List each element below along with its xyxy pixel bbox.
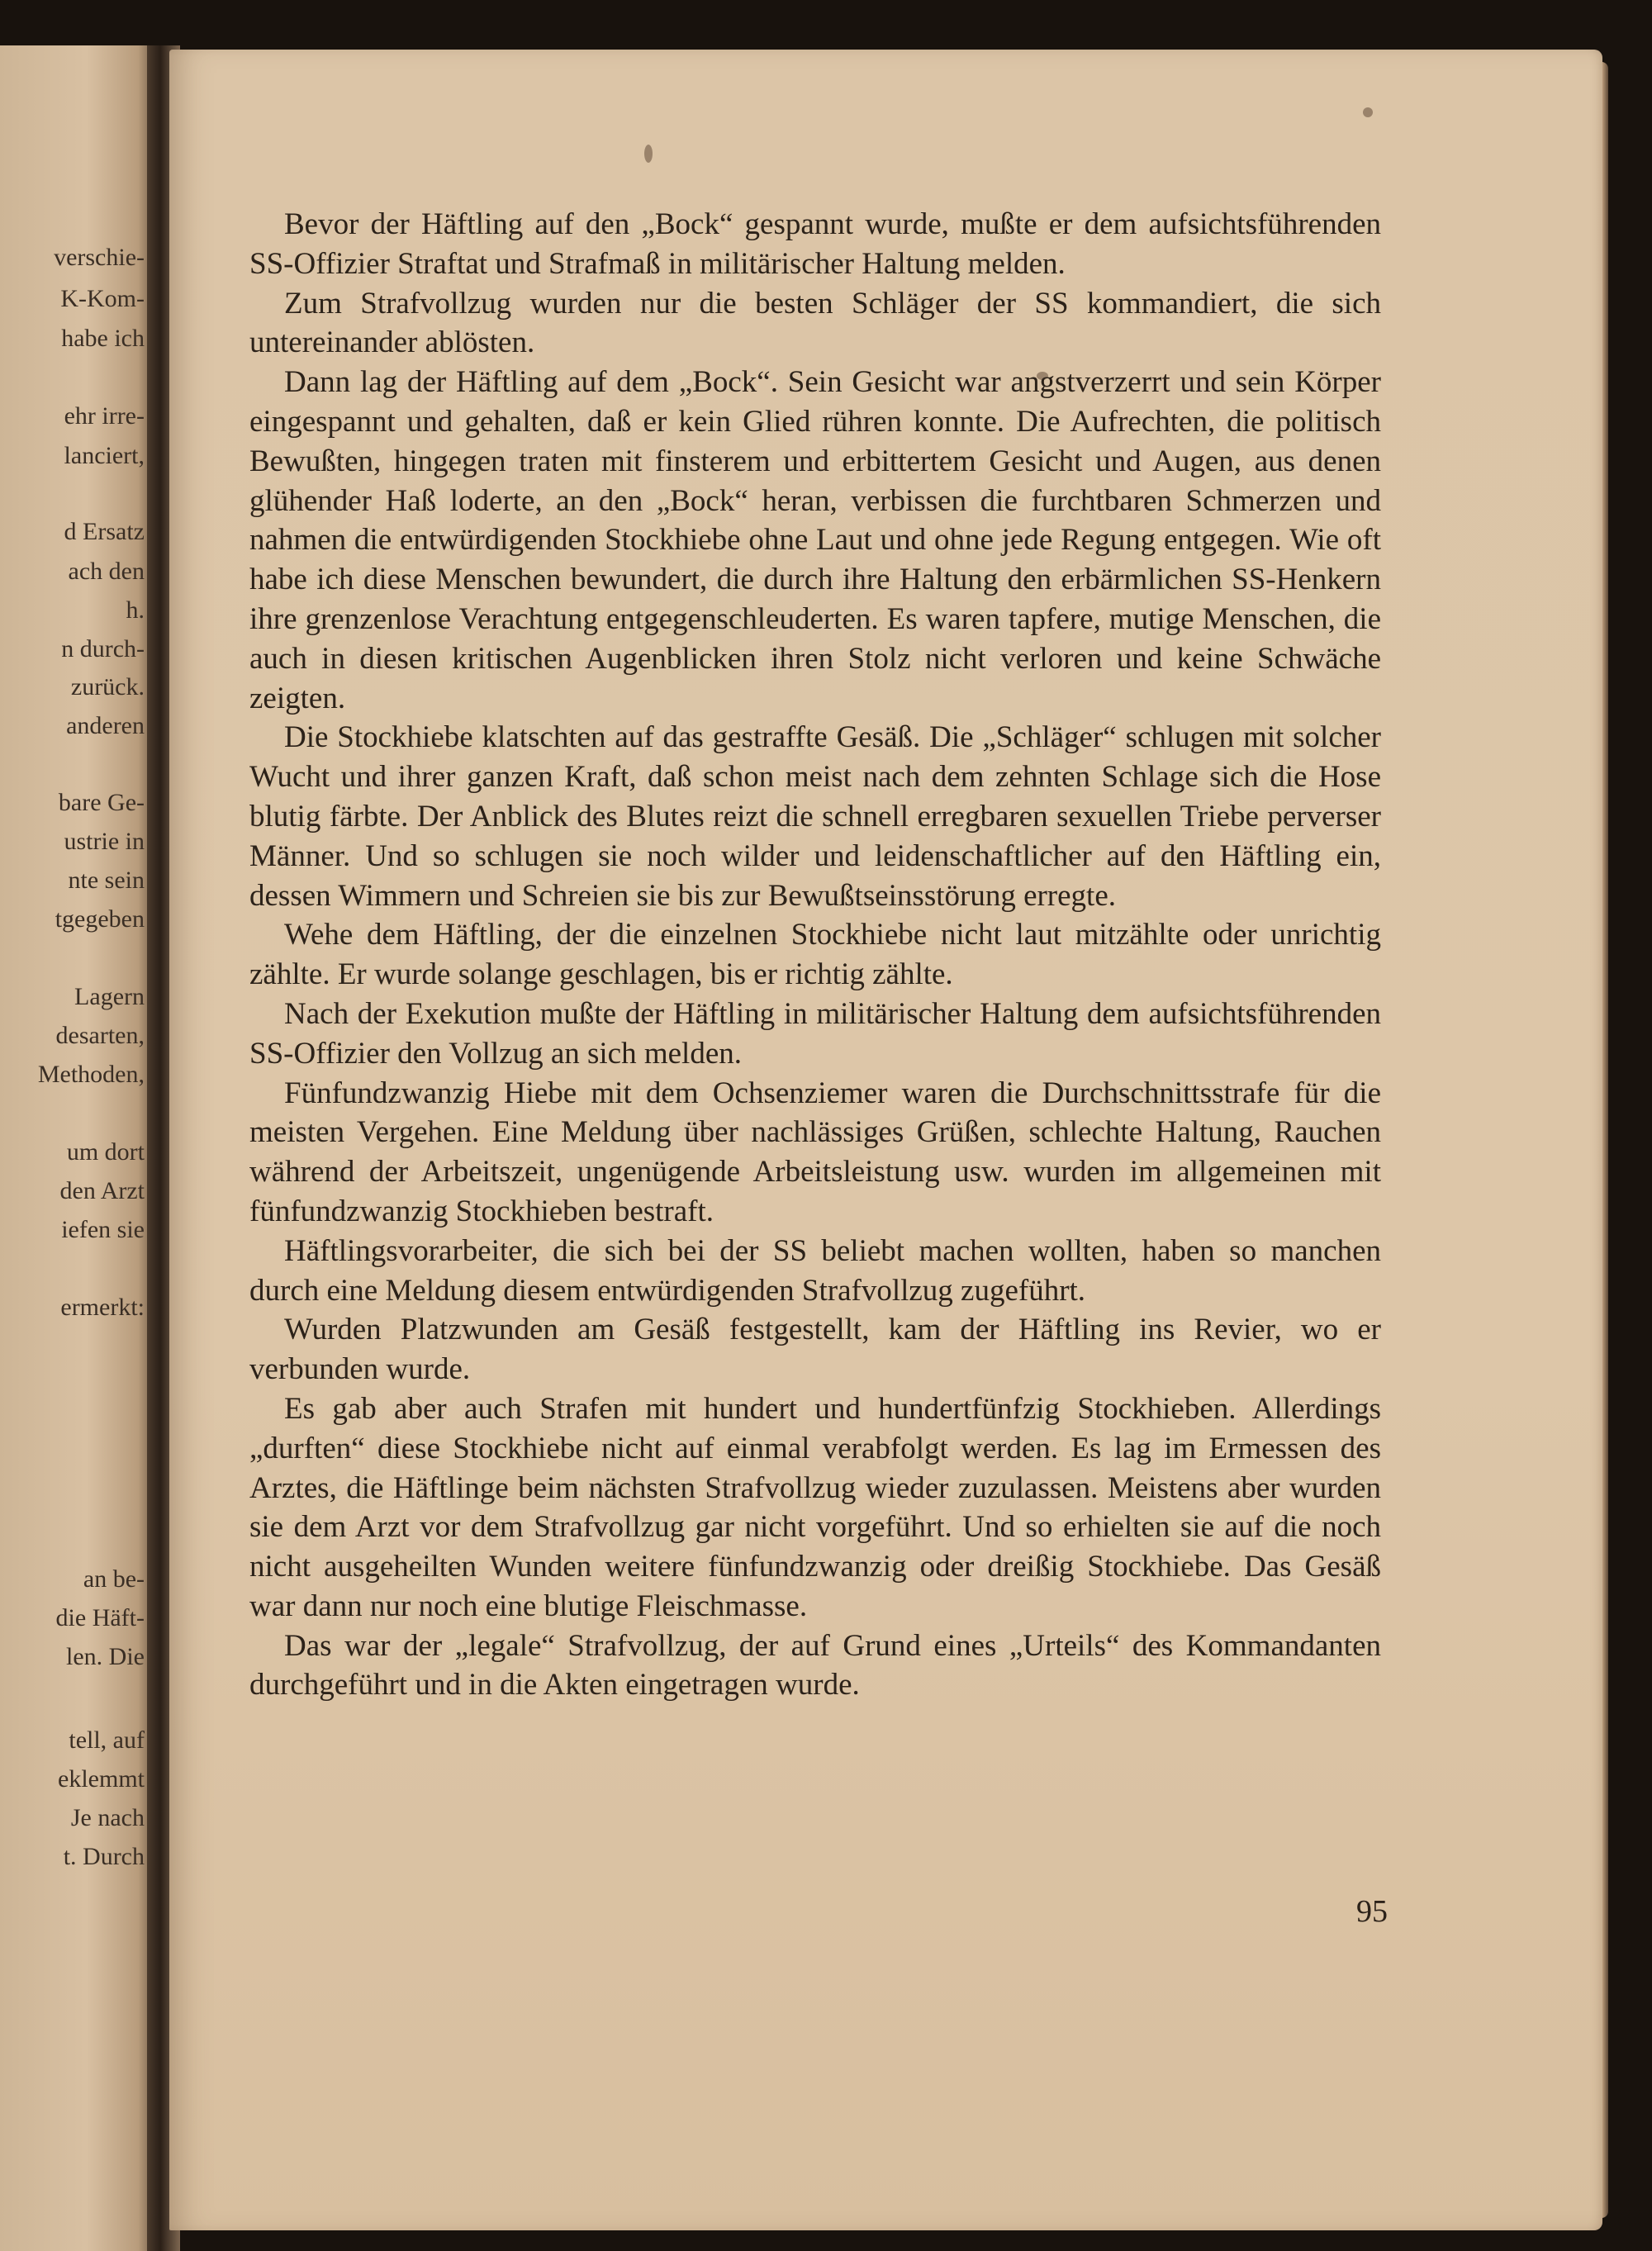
paragraph: Häftlingsvorarbeiter, die sich bei der SS beliebt machen wollten, haben so manchen durch eine Meldung diesem entwürdigenden Strafvollzug zugeführt.	[249, 1233, 1381, 1308]
left-page-fragment: ermerkt:	[60, 1294, 145, 1321]
left-page-fragment: ehr irre-	[64, 402, 145, 430]
left-page-fragment: K-Kom-	[60, 285, 145, 312]
left-page-fragment: t. Durch	[63, 1843, 145, 1870]
left-page-fragment: Je nach	[70, 1804, 145, 1831]
left-page-fragment: die Häft-	[55, 1604, 145, 1631]
paragraph: Die Stockhiebe klatschten auf das gestraffte Gesäß. Die „Schläger“ schlugen mit solcher Wucht und ihrer ganzen Kraft, daß schon meist nach dem zehnten Schlage sich die Hose blutig färbte. Der Anblick des Blutes reizt die schnell erregbaren sexuellen Triebe perverser Männer. Und so schlugen sie noch wilder und leidenschaftlicher auf den Häftling ein, dessen Wimmern und Schreien sie bis zur Bewußtseinsstörung erregte.	[249, 720, 1381, 913]
left-page-fragment: zurück.	[70, 673, 145, 700]
left-page-fragment: verschie-	[54, 244, 145, 271]
paragraph: Wehe dem Häftling, der die einzelnen Stockhiebe nicht laut mitzählte oder unrichtig zählte. Er wurde solange geschlagen, bis er richtig zählte.	[249, 918, 1381, 992]
paragraph: Nach der Exekution mußte der Häftling in militärischer Haltung dem aufsichtsführenden SS-Offizier den Vollzug an sich melden.	[249, 996, 1381, 1071]
left-page-fragment: d Ersatz	[64, 518, 145, 545]
ink-speck	[644, 145, 653, 163]
paragraph: Dann lag der Häftling auf dem „Bock“. Sein Gesicht war angstverzerrt und sein Körper eingespannt und gehalten, daß er kein Glied rühren konnte. Die Aufrechten, die politisch Bewußten, hingegen traten mit finsterem und erbittertem Gesicht und Augen, aus denen glühender Haß loderte, an den „Bock“ heran, verbissen die furchtbaren Schmerzen und nahmen die entwürdigenden Stockhiebe ohne Laut und ohne jede Regung entgegen. Wie oft habe ich diese Menschen bewundert, die durch ihre Haltung den erbärmlichen SS-Henkern ihre grenzenlose Verachtung entgegenschleuderten. Es waren tapfere, mutige Menschen, die auch in diesen kritischen Augenblicken ihren Stolz nicht verloren und keine Schwäche zeigten.	[249, 365, 1381, 715]
page-number: 95	[1356, 1894, 1388, 1929]
ink-speck	[1363, 107, 1373, 117]
left-page-fragment: ach den	[68, 558, 145, 585]
left-page-fragment: bare Ge-	[58, 789, 145, 816]
left-page-fragment: eklemmt	[58, 1765, 145, 1793]
paragraph: Es gab aber auch Strafen mit hundert und hundertfünfzig Stockhieben. Allerdings „durften“ diese Stockhiebe nicht auf einmal verabfolgt werden. Es lag im Ermessen des Arztes, die Häftlinge beim nächsten Strafvollzug wieder zuzulassen. Meistens aber wurden sie dem Arzt vor dem Strafvollzug gar nicht vorgeführt. Und so erhielten sie auf die noch nicht ausgeheilten Wunden weitere fünfundzwanzig oder dreißig Stockhiebe. Das Gesäß war dann nur noch eine blutige Fleischmasse.	[249, 1391, 1381, 1623]
left-page-fragment: habe ich	[61, 325, 145, 352]
left-page	[0, 45, 157, 2251]
left-page-fragment: Methoden,	[37, 1061, 145, 1088]
left-page-fragment: um dort	[66, 1138, 145, 1166]
left-page-fragment: desarten,	[55, 1022, 145, 1049]
left-page-fragment: ustrie in	[64, 828, 145, 855]
left-page-fragment: iefen sie	[61, 1216, 145, 1243]
page-body	[249, 205, 1381, 1705]
paragraph: Bevor der Häftling auf den „Bock“ gespannt wurde, mußte er dem aufsichtsführenden SS-Offizier Straftat und Strafmaß in militärischer Haltung melden.	[249, 207, 1381, 281]
left-page-fragment: len. Die	[66, 1643, 145, 1670]
paragraph: Fünfundzwanzig Hiebe mit dem Ochsenziemer waren die Durchschnittsstrafe für die meisten Vergehen. Eine Meldung über nachlässiges Grüßen, schlechte Haltung, Rauchen während der Arbeitszeit, ungenügende Arbeitsleistung usw. wurden im allgemeinen mit fünfundzwanzig Stockhieben bestraft.	[249, 1076, 1381, 1228]
left-page-fragment: h.	[126, 596, 145, 624]
paragraph: Zum Strafvollzug wurden nur die besten Schläger der SS kommandiert, die sich untereinander ablösten.	[249, 286, 1381, 360]
left-page-fragment: Lagern	[74, 983, 145, 1010]
left-page-fragment: tell, auf	[69, 1726, 145, 1754]
paragraph: Das war der „legale“ Strafvollzug, der auf Grund eines „Urteils“ des Kommandanten durchgeführt und in die Akten eingetragen wurde.	[249, 1628, 1381, 1702]
left-page-fragment: nte sein	[68, 867, 145, 894]
left-page-fragment: den Arzt	[59, 1177, 145, 1204]
left-page-fragment: lanciert,	[64, 442, 145, 469]
left-page-fragment: n durch-	[61, 635, 145, 662]
left-page-fragment: anderen	[66, 712, 145, 739]
left-page-fragment: an be-	[83, 1565, 145, 1593]
paragraph: Wurden Platzwunden am Gesäß festgestellt, kam der Häftling ins Revier, wo er verbunden wurde.	[249, 1313, 1381, 1387]
left-page-fragment: tgegeben	[55, 905, 145, 933]
